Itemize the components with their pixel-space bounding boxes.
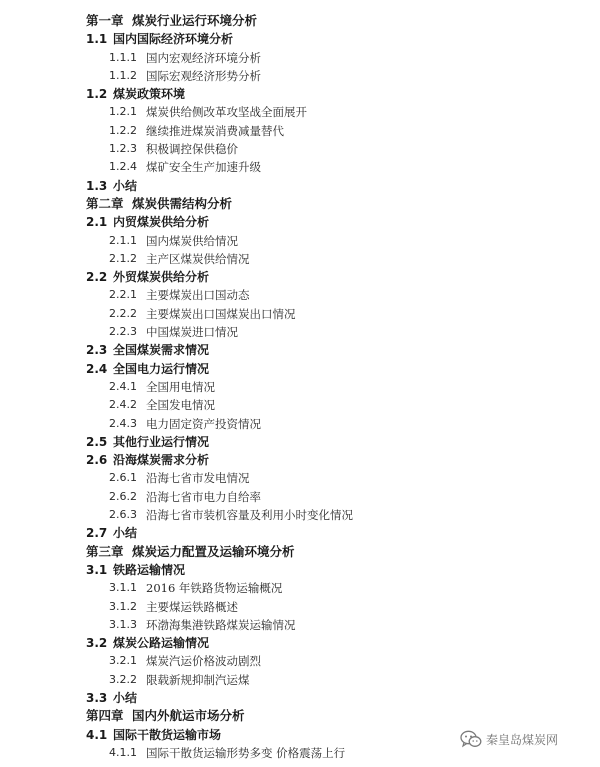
toc-number: 2.5 [86, 434, 108, 449]
toc-subsection [0, 103, 600, 121]
toc-title: 小结 [113, 526, 138, 541]
toc-number: 第一章 [86, 13, 124, 28]
toc-number: 第四章 [86, 708, 124, 724]
toc-number: 2.4.3 [109, 416, 137, 430]
toc-subsection [0, 488, 600, 506]
toc-subsection [0, 469, 600, 487]
toc-title: 继续推进煤炭消费减量替代 [146, 123, 284, 138]
toc-title: 主产区煤炭供给情况 [146, 251, 250, 266]
toc-title: 全国电力运行情况 [113, 361, 210, 376]
toc-number: 1.1.2 [109, 68, 137, 82]
toc-subsection [0, 140, 600, 158]
toc-subsection [0, 616, 600, 634]
toc-subsection [0, 250, 600, 268]
toc-subsection [0, 323, 600, 341]
toc-section [0, 268, 600, 286]
toc-title: 沿海七省市发电情况 [146, 471, 250, 486]
toc-subsection [0, 652, 600, 670]
toc-title: 主要煤炭出口国动态 [146, 288, 250, 303]
toc-subsection [0, 286, 600, 304]
toc-number: 2.4 [86, 361, 108, 376]
toc-number: 1.2.4 [109, 160, 137, 174]
toc-number: 2.2.2 [109, 306, 137, 320]
toc-number: 1.3 [86, 178, 108, 193]
toc-section [0, 360, 600, 378]
toc-subsection [0, 122, 600, 140]
toc-subsection [0, 396, 600, 414]
toc-number: 1.1 [86, 32, 108, 47]
toc-title: 煤炭政策环境 [113, 87, 186, 102]
toc-subsection [0, 598, 600, 616]
toc-subsection [0, 305, 600, 323]
toc-title: 中国煤炭进口情况 [146, 325, 238, 340]
toc-number: 3.1.2 [109, 599, 137, 613]
toc-number: 2.6.1 [109, 471, 137, 485]
toc-number: 1.2 [86, 87, 108, 102]
toc-number: 2.3 [86, 343, 108, 358]
toc-section [0, 634, 600, 652]
wechat-icon [460, 730, 482, 748]
toc-title: 国内外航运市场分析 [132, 708, 245, 724]
toc-section [0, 30, 600, 48]
toc-number: 2.1.1 [109, 233, 137, 247]
toc-number: 2.1.2 [109, 251, 137, 265]
toc-number: 1.2.3 [109, 142, 137, 156]
toc-number: 2.6.2 [109, 489, 137, 503]
toc-title: 国际干散货运输形势多变 价格震荡上行 [146, 745, 346, 760]
toc-section [0, 85, 600, 103]
toc-subsection [0, 579, 600, 597]
toc-subsection [0, 506, 600, 524]
toc-title: 煤炭公路运输情况 [113, 636, 210, 651]
toc-number: 3.2 [86, 636, 108, 651]
toc-section [0, 689, 600, 707]
watermark-text: 秦皇岛煤炭网 [486, 732, 559, 747]
toc-number: 2.2 [86, 270, 108, 285]
toc-title: 煤炭汽运价格波动剧烈 [146, 654, 261, 669]
toc-title: 全国用电情况 [146, 379, 215, 394]
toc-title: 国内煤炭供给情况 [146, 233, 238, 248]
toc-number: 4.1.1 [109, 745, 137, 759]
toc-subsection [0, 67, 600, 85]
toc-section [0, 524, 600, 542]
toc-number: 1.2.2 [109, 123, 137, 137]
toc-number: 3.2.1 [109, 654, 137, 668]
toc-subsection [0, 671, 600, 689]
toc-chapter [0, 707, 600, 725]
toc-title: 环渤海集港铁路煤炭运输情况 [146, 617, 296, 632]
toc-section [0, 341, 600, 359]
watermark [460, 730, 558, 748]
toc-number: 3.1 [86, 562, 108, 577]
toc-number: 2.2.1 [109, 288, 137, 302]
toc-number: 1.1.1 [109, 50, 137, 64]
toc-subsection [0, 232, 600, 250]
toc-title: 主要煤运铁路概述 [146, 599, 238, 614]
toc-number: 3.1.3 [109, 617, 137, 631]
toc-title: 小结 [113, 690, 138, 705]
toc-number: 第三章 [86, 543, 124, 559]
toc-number: 3.1.1 [109, 581, 137, 595]
toc-number: 2.7 [86, 526, 108, 541]
toc-number: 4.1 [86, 727, 108, 742]
toc-number: 2.6.3 [109, 508, 137, 522]
toc-title: 煤炭行业运行环境分析 [132, 13, 258, 28]
toc-number: 1.2.1 [109, 105, 137, 119]
toc-title: 煤矿安全生产加速升级 [146, 160, 261, 175]
toc-title: 煤炭供需结构分析 [132, 195, 233, 211]
toc-title: 其他行业运行情况 [113, 434, 210, 449]
toc-title: 国际干散货运输市场 [113, 727, 222, 742]
toc-title: 国内国际经济环境分析 [113, 32, 234, 47]
toc-chapter [0, 195, 600, 213]
toc-title: 小结 [113, 178, 138, 193]
toc-title: 煤炭运力配置及运输环境分析 [132, 543, 295, 559]
toc-title: 外贸煤炭供给分析 [113, 270, 210, 285]
toc-subsection [0, 378, 600, 396]
toc-title: 积极调控保供稳价 [146, 142, 238, 157]
toc-number: 2.4.2 [109, 398, 137, 412]
toc-title: 2016 年铁路货物运输概况 [146, 581, 283, 596]
toc-section [0, 451, 600, 469]
toc-number: 第二章 [86, 195, 124, 211]
toc-section [0, 177, 600, 195]
toc-subsection [0, 49, 600, 67]
toc-number: 2.1 [86, 215, 108, 230]
toc-number: 2.2.3 [109, 325, 137, 339]
toc-number: 3.3 [86, 690, 108, 705]
toc-title: 主要煤炭出口国煤炭出口情况 [146, 306, 296, 321]
toc-section [0, 561, 600, 579]
toc-chapter [0, 543, 600, 561]
toc-title: 国际宏观经济形势分析 [146, 68, 261, 83]
toc-subsection [0, 158, 600, 176]
toc-title: 沿海七省市装机容量及利用小时变化情况 [146, 508, 353, 523]
toc-title: 全国煤炭需求情况 [113, 343, 210, 358]
toc-number: 3.2.2 [109, 672, 137, 686]
table-of-contents [0, 12, 600, 762]
toc-title: 电力固定资产投资情况 [146, 416, 261, 431]
toc-section [0, 433, 600, 451]
toc-title: 沿海煤炭需求分析 [113, 453, 210, 468]
toc-number: 2.6 [86, 453, 108, 468]
toc-title: 内贸煤炭供给分析 [113, 215, 210, 230]
toc-number: 2.4.1 [109, 379, 137, 393]
toc-title: 煤炭供给侧改革攻坚战全面展开 [146, 105, 307, 120]
toc-chapter [0, 12, 600, 30]
toc-title: 沿海七省市电力自给率 [146, 489, 261, 504]
toc-section [0, 213, 600, 231]
toc-title: 铁路运输情况 [113, 562, 186, 577]
toc-title: 限载新规抑制汽运煤 [146, 672, 250, 687]
toc-title: 国内宏观经济环境分析 [146, 50, 261, 65]
toc-title: 全国发电情况 [146, 398, 215, 413]
toc-subsection [0, 415, 600, 433]
